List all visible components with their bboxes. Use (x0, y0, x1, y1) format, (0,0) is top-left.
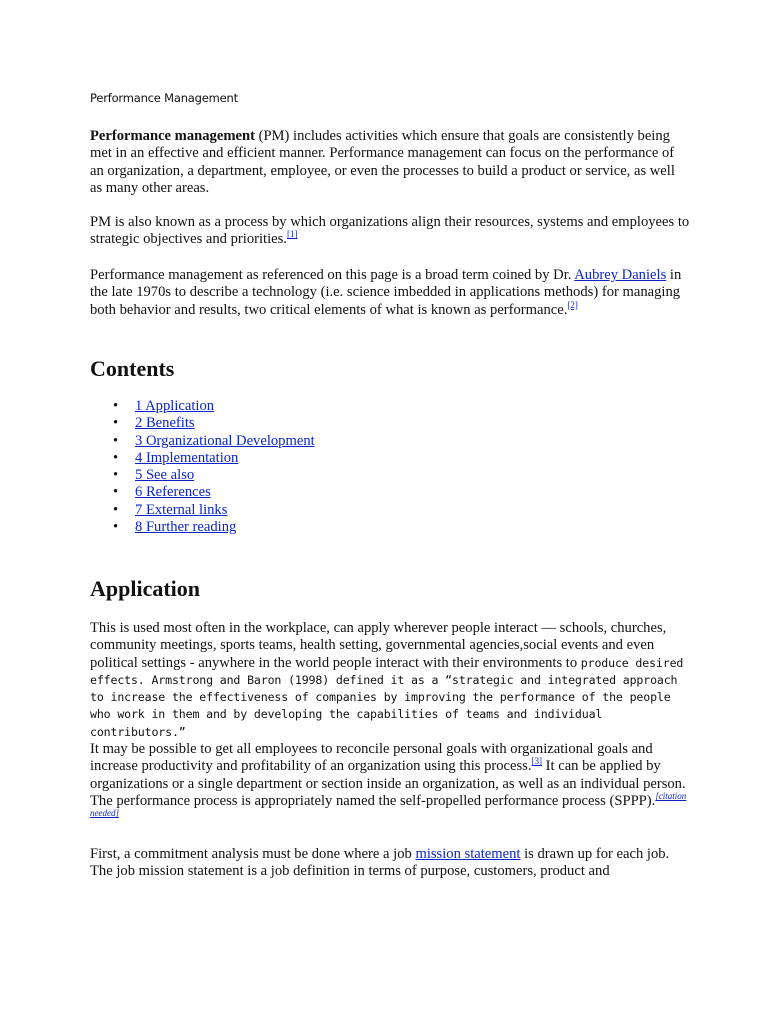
intro-paragraph-3 (90, 267, 690, 319)
document-title: Performance Management (90, 91, 238, 105)
intro-paragraph-2-text: PM is also known as a process by which organizations align their resources, systems and employees to strategic objectives and priorities. (90, 214, 690, 248)
reference-link-1[interactable]: [1] (286, 229, 298, 240)
toc-item (90, 450, 315, 467)
application-paragraph-2 (90, 741, 690, 827)
table-of-contents (90, 398, 315, 536)
mission-statement-link[interactable]: mission statement (415, 846, 521, 862)
intro-paragraph-3-text-a: Performance management as referenced on this page is a broad term coined by Dr. (90, 267, 575, 283)
application-paragraph-1 (90, 620, 690, 741)
bullet-icon: • (113, 484, 119, 501)
application-paragraph-1-text-a: This is used most often in the workplace, can apply wherever people interact — schools, churches, community meetings, sports teams, health setting, governmental agencies,social events and even political settings - anywhere in the world people interact with their environments to (90, 620, 667, 671)
bullet-icon: • (113, 415, 119, 432)
toc-link-implementation[interactable]: 4 Implementation (135, 449, 239, 466)
application-paragraph-3-text-b: is drawn up for each job. The job mission statement is a job definition in terms of purpose, customers, product and (90, 846, 670, 880)
toc-link-further-reading[interactable]: 8 Further reading (135, 519, 237, 536)
reference-link-3[interactable]: [3] (531, 756, 542, 767)
toc-item (90, 398, 315, 415)
reference-link-2[interactable]: [2] (567, 299, 578, 310)
toc-link-see-also[interactable]: 5 See also (135, 467, 195, 484)
term-performance-management: Performance management (90, 128, 255, 144)
toc-item (90, 502, 315, 519)
intro-paragraph-2 (90, 214, 690, 249)
application-paragraph-2-text-b: It can be applied by organizations or a single department or section inside an organization, as well as an individual person. The performance process is appropriately named the self-propelled performance process (SPPP). (90, 758, 686, 809)
toc-link-references[interactable]: 6 References (135, 484, 211, 501)
toc-link-benefits[interactable]: 2 Benefits (135, 415, 195, 432)
toc-item (90, 519, 315, 536)
application-paragraph-3 (90, 846, 690, 881)
bullet-icon: • (113, 467, 119, 484)
toc-item (90, 467, 315, 484)
toc-link-application[interactable]: 1 Application (135, 398, 215, 414)
toc-link-organizational-development[interactable]: 3 Organizational Development (135, 432, 315, 449)
application-paragraph-1-text-b: produce desired effects. Armstrong and Baron (1998) defined it as a “strategic and integrated approach to increase the effectiveness of companies by improving the performance of the people who work in them and by developing the capabilities of teams and individual contributors.” (90, 655, 684, 739)
application-heading: Application (90, 576, 201, 601)
bullet-icon: • (113, 398, 119, 414)
application-paragraph-3-text-a: First, a commitment analysis must be done where a job (90, 846, 416, 862)
toc-link-external-links[interactable]: 7 External links (135, 501, 228, 518)
bullet-icon: • (113, 432, 119, 449)
intro-paragraph-3-text-b: in the late 1970s to describe a technology (i.e. science imbedded in applications methods) for managing both behavior and results, two critical elements of what is known as performance. (90, 267, 682, 318)
bullet-icon: • (113, 449, 119, 466)
bullet-icon: • (113, 519, 119, 536)
contents-heading: Contents (90, 356, 175, 381)
toc-item (90, 415, 315, 432)
aubrey-daniels-link[interactable]: Aubrey Daniels (574, 267, 667, 283)
toc-item (90, 484, 315, 501)
citation-needed-link[interactable]: [citation needed] (90, 790, 687, 819)
intro-paragraph-1-text: (PM) includes activities which ensure that goals are consistently being met in an effective and efficient manner. Performance management can focus on the performance of an organization, a department, employee, or even the processes to build a product or service, as well as many other areas. (90, 128, 675, 196)
bullet-icon: • (113, 501, 119, 518)
intro-paragraph-1 (90, 128, 690, 197)
application-paragraph-2-text-a: It may be possible to get all employees to reconcile personal goals with organizational goals and increase productivity and profitability of an organization using this process. (90, 741, 653, 775)
toc-item (90, 433, 315, 450)
